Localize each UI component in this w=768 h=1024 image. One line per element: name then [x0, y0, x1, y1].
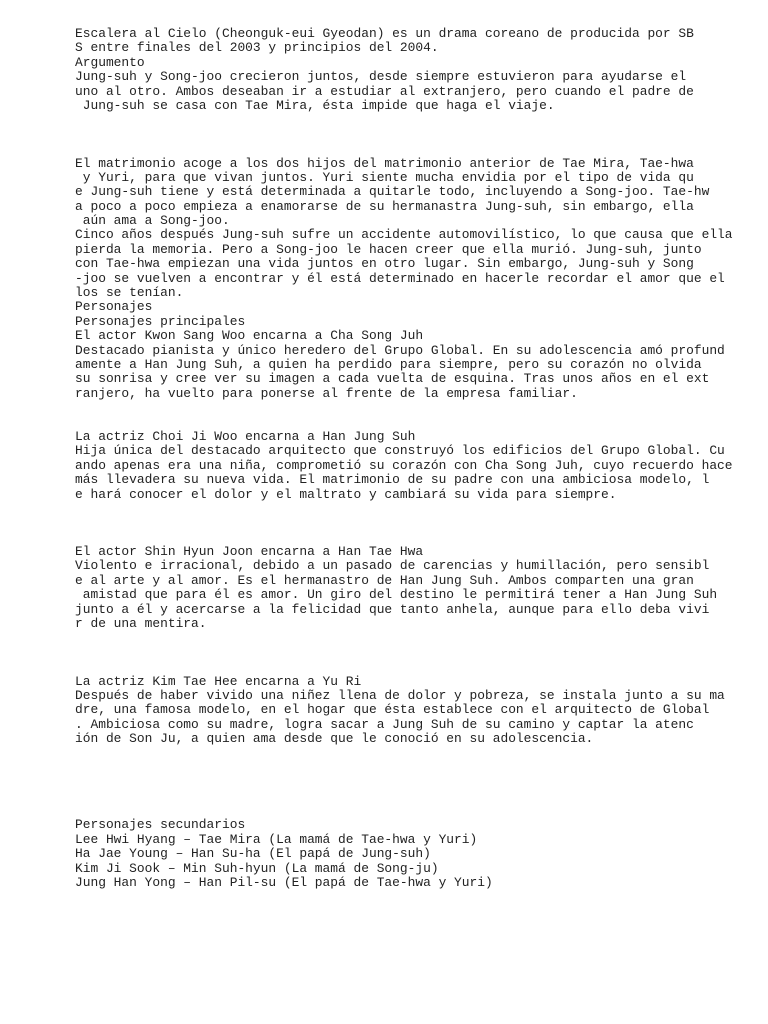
document-line — [75, 747, 715, 761]
document-line: y Yuri, para que vivan juntos. Yuri siente mucha envidia por el tipo de vida qu — [75, 169, 694, 185]
document-line: Escalera al Cielo (Cheonguk-eui Gyeodan) es un drama coreano de producida por SB — [75, 26, 694, 41]
document-line — [75, 775, 715, 789]
document-line: su sonrisa y cree ver su imagen a cada vuelta de esquina. Tras unos años en el ext — [75, 371, 710, 387]
document-line: . Ambiciosa como su madre, logra sacar a Jung Suh de su camino y captar la atenc — [75, 716, 694, 732]
document-line: dre, una famosa modelo, en el hogar que ésta establece con el arquitecto de Global — [75, 702, 710, 718]
document-line: amistad que para él es amor. Un giro del destino le permitirá tener a Han Jung Suh — [75, 587, 718, 603]
document-line — [75, 804, 715, 818]
document-line: e al arte y al amor. Es el hermanastro de Han Jung Suh. Ambos comparten una gran — [75, 572, 694, 588]
document-line — [75, 516, 715, 530]
document-line: Después de haber vivido una niñez llena de dolor y pobreza, se instala junto a su ma — [75, 687, 725, 703]
document-line: S entre finales del 2003 y principios del 2004. — [75, 40, 439, 56]
document-line: e hará conocer el dolor y el maltrato y cambiará su vida para siempre. — [75, 486, 617, 502]
document-line: Ha Jae Young – Han Su-ha (El papá de Jung-suh) — [75, 846, 431, 862]
document-line: Kim Ji Sook – Min Suh-hyun (La mamá de Song-ju) — [75, 860, 439, 876]
document-line — [75, 531, 715, 545]
document-line — [75, 631, 715, 645]
document-line: ranjero, ha vuelto para ponerse al frente de la empresa familiar. — [75, 385, 578, 401]
document-line: Hija única del destacado arquitecto que construyó los edificios del Grupo Global. Cu — [75, 443, 725, 459]
document-line — [75, 142, 715, 156]
document-line: Personajes — [75, 299, 153, 315]
document-line — [75, 128, 715, 142]
document-line: El actor Shin Hyun Joon encarna a Han Tae Hwa — [75, 544, 424, 560]
document-line: pierda la memoria. Pero a Song-joo le hacen creer que ella murió. Jung-suh, junto — [75, 241, 702, 257]
document-line — [75, 401, 715, 415]
document-line — [75, 790, 715, 804]
document-text — [75, 26, 733, 891]
document-line: Jung Han Yong – Han Pil-su (El papá de Tae-hwa y Yuri) — [75, 875, 493, 891]
document-line: amente a Han Jung Suh, a quien ha perdido para siempre, pero su corazón no olvida — [75, 356, 702, 372]
document-line: con Tae-hwa empiezan una vida juntos en otro lugar. Sin embargo, Jung-suh y Song — [75, 256, 694, 272]
document-line: Argumento — [75, 54, 145, 70]
document-line: más llevadera su nueva vida. El matrimonio de su padre con una ambiciosa modelo, l — [75, 472, 710, 488]
document-line — [75, 660, 715, 674]
document-line: -joo se vuelven a encontrar y él está determinado en hacerle recordar el amor que el — [75, 270, 725, 286]
document-line — [75, 502, 715, 516]
document-line: Cinco años después Jung-suh sufre un accidente automovilístico, lo que causa que ella — [75, 227, 733, 243]
document-line: Personajes principales — [75, 313, 246, 329]
document-line: e Jung-suh tiene y está determinada a quitarle todo, incluyendo a Song-joo. Tae-hw — [75, 184, 710, 200]
document-line: La actriz Kim Tae Hee encarna a Yu Ri — [75, 673, 362, 689]
document-line: uno al otro. Ambos deseaban ir a estudiar al extranjero, pero cuando el padre de — [75, 83, 694, 99]
document-line: aún ama a Song-joo. — [75, 213, 230, 229]
document-line — [75, 113, 715, 127]
document-line: La actriz Choi Ji Woo encarna a Han Jung Suh — [75, 428, 416, 444]
document-line: r de una mentira. — [75, 616, 207, 632]
document-line: Violento e irracional, debido a un pasado de carencias y humillación, pero sensibl — [75, 558, 710, 574]
document-line — [75, 761, 715, 775]
document-line: El matrimonio acoge a los dos hijos del matrimonio anterior de Tae Mira, Tae-hwa — [75, 155, 694, 171]
document-line: ión de Son Ju, a quien ama desde que le conoció en su adolescencia. — [75, 731, 594, 747]
document-line: El actor Kwon Sang Woo encarna a Cha Song Juh — [75, 328, 424, 344]
document-line: junto a él y acercarse a la felicidad que tanto anhela, aunque para ello deba vivi — [75, 601, 710, 617]
document-line: a poco a poco empieza a enamorarse de su hermanastra Jung-suh, sin embargo, ella — [75, 198, 694, 214]
document-line: Personajes secundarios — [75, 817, 246, 833]
document-line — [75, 646, 715, 660]
document-line: Destacado pianista y único heredero del Grupo Global. En su adolescencia amó profund — [75, 342, 725, 358]
document-line: Jung-suh se casa con Tae Mira, ésta impide que haga el viaje. — [75, 97, 555, 113]
document-line: Lee Hwi Hyang – Tae Mira (La mamá de Tae-hwa y Yuri) — [75, 831, 478, 847]
document-line: ando apenas era una niña, comprometió su corazón con Cha Song Juh, cuyo recuerdo hace — [75, 457, 733, 473]
document-line: los se tenían. — [75, 285, 184, 301]
document-line — [75, 416, 715, 430]
document-line: Jung-suh y Song-joo crecieron juntos, desde siempre estuvieron para ayudarse el — [75, 69, 687, 85]
